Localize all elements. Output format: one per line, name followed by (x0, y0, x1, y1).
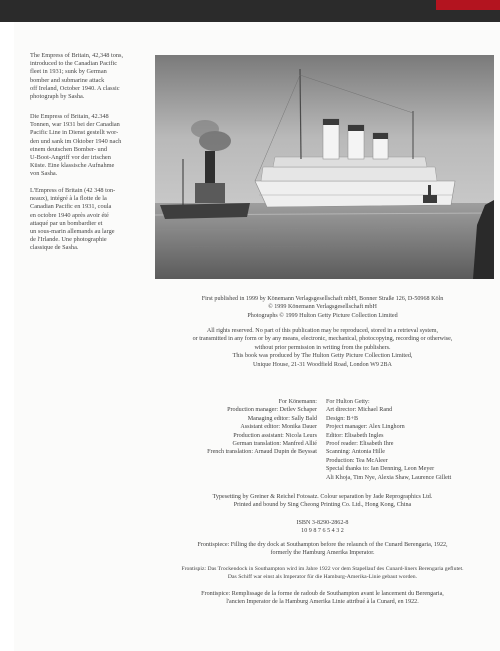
caption-line: Canadian Pacific en 1931, coula (30, 203, 112, 211)
caption-line: introduced to the Canadian Pacific (30, 60, 118, 68)
frontispiece-line: Frontispice: Remplissage de la forme de radoub de Southampton avant le lancement du Berengaria, (201, 591, 444, 597)
rights-line: This book was produced by The Hulton Getty Picture Collection Limited, (232, 353, 413, 360)
rights-line: or transmitted in any form or by any means, electronic, mechanical, photocopying, recording or otherwise, (192, 336, 453, 343)
credit-line: German translation: Manfred Allié (232, 441, 317, 448)
credit-line: Production manager: Detlev Schaper (227, 407, 317, 414)
caption-line: bomber and submarine attack (30, 76, 105, 84)
credit-line: For Hulton Getty: (326, 399, 370, 405)
caption-line: photograph by Sasha. (30, 93, 85, 101)
caption-line: fleet in 1931; sunk by German (30, 68, 107, 76)
caption-line: Tonnen, war 1931 bei der Canadian (30, 121, 120, 129)
credit-line: Managing editor: Sally Bald (247, 415, 317, 422)
credit-line: Assistant editor: Monika Dauer (240, 424, 317, 431)
red-tab (436, 0, 500, 10)
print-run-line: 10 9 8 7 6 5 4 3 2 (301, 528, 344, 535)
caption-line: de l'Irlande. Une photographie (30, 236, 107, 244)
credit-line: French translation: Arnaud Dupin de Beyssat (207, 449, 317, 456)
caption-line: attaqué par un bombardier et (30, 219, 103, 227)
caption-line: The Empress of Britain, 42,348 tons, (30, 52, 124, 59)
publisher-line: First published in 1999 by Könemann Verlagsgesellschaft mbH, Bonner Straße 126, D-50968 Köln (201, 296, 444, 302)
publisher-info (150, 295, 495, 320)
frontispiece-line: l'ancien Imperator de la Hamburg Amerika Linie attribué à la Cunard, en 1922. (226, 599, 419, 606)
isbn-info (150, 519, 495, 536)
rights-line: All rights reserved. No part of this publication may be reproduced, stored in a retrieval system, (206, 328, 439, 334)
caption-line: den und sank im Oktober 1940 nach (30, 137, 122, 145)
credit-line: Ali Khoja, Tim Nye, Alexia Shaw, Laurence Gillett (326, 474, 452, 481)
ship-photograph (155, 55, 494, 279)
credit-line: Editor: Elisabeth Ingles (326, 432, 384, 439)
credit-line: Art director: Michael Rand (326, 407, 393, 414)
credit-line: Special thanks to: Ian Denning, Leon Meyer (326, 466, 435, 473)
frontispiece-english (150, 541, 495, 558)
frontispiece-line: Das Schiff war einst als Imperator für die Hamburg-Amerika-Linie gebaut worden. (227, 574, 418, 581)
publisher-line: © 1999 Könemann Verlagsgesellschaft mbH (268, 304, 377, 311)
credit-line: Design: B+B (326, 415, 359, 422)
top-border-bar (0, 0, 500, 22)
credit-line: Proof reader: Elisabeth Ihre (326, 441, 394, 448)
frontispiece-french (150, 590, 495, 607)
caption-line: U-Boot-Angriff vor der irischen (30, 154, 111, 162)
credit-line: Production: Tea McAleer (326, 457, 388, 464)
caption-english (30, 52, 142, 101)
credits-hulton-getty (326, 398, 451, 482)
typesetting-info (150, 493, 495, 510)
caption-line: classique de Sasha. (30, 244, 79, 252)
ship-photograph-drawing (155, 55, 494, 279)
typesetting-line: Printed and bound by Sing Cheong Printing Co. Ltd., Hong Kong, China (233, 502, 412, 509)
caption-german (30, 113, 142, 179)
caption-line: einem deutschen Bomber- und (30, 145, 107, 153)
caption-line: en octobre 1940 après avoir été (30, 211, 109, 219)
caption-line: Pacific Line in Dienst gestellt wor- (30, 129, 119, 137)
credits-konemann (207, 398, 317, 457)
credit-line: Scanning: Antonia Hille (326, 449, 385, 456)
publisher-line: Photographs © 1999 Hulton Getty Picture Collection Limited (247, 312, 398, 319)
credit-line: Production assistant: Nicola Leurs (233, 432, 317, 439)
frontispiece-line: formerly the Hamburg Amerika Imperator. (270, 550, 375, 557)
caption-line: off Ireland, October 1940. A classic (30, 84, 120, 92)
caption-line: un sous-marin allemands au large (30, 228, 115, 236)
caption-line: von Sasha. (30, 170, 58, 178)
rights-line: without prior permission in writing from the publishers. (254, 344, 391, 351)
isbn-line: ISBN 3-8290-2862-8 (296, 520, 349, 526)
rights-notice (150, 327, 495, 369)
credit-line: For Könemann: (278, 399, 317, 405)
rights-line: Unique House, 21-31 Woodfield Road, London W9 2BA (253, 361, 392, 368)
caption-line: Die Empress of Britain, 42.348 (30, 113, 109, 120)
frontispiece-german (150, 565, 495, 582)
caption-line: L'Empress of Britain (42 348 ton- (30, 187, 116, 194)
caption-french (30, 187, 142, 253)
frontispiece-line: Frontispiece: Filling the dry dock at Southampton before the relaunch of the Cunard Berengaria, 1922, (197, 542, 448, 548)
credits-section (150, 398, 495, 480)
frontispiece-line: Frontispiz: Das Trockendock in Southampton wird im Jahre 1922 vor dem Stapellauf des Cunard-liners Berengaria geflutet. (181, 566, 464, 572)
credit-line: Project manager: Alex Linghorn (326, 424, 405, 431)
caption-line: neaux), intégré à la flotte de la (30, 195, 107, 203)
typesetting-line: Typesetting by Greiner & Reichel Fotosatz. Colour separation by Jade Reprographics Ltd. (212, 494, 433, 500)
caption-line: Küste. Eine klassische Aufnahme (30, 162, 115, 170)
